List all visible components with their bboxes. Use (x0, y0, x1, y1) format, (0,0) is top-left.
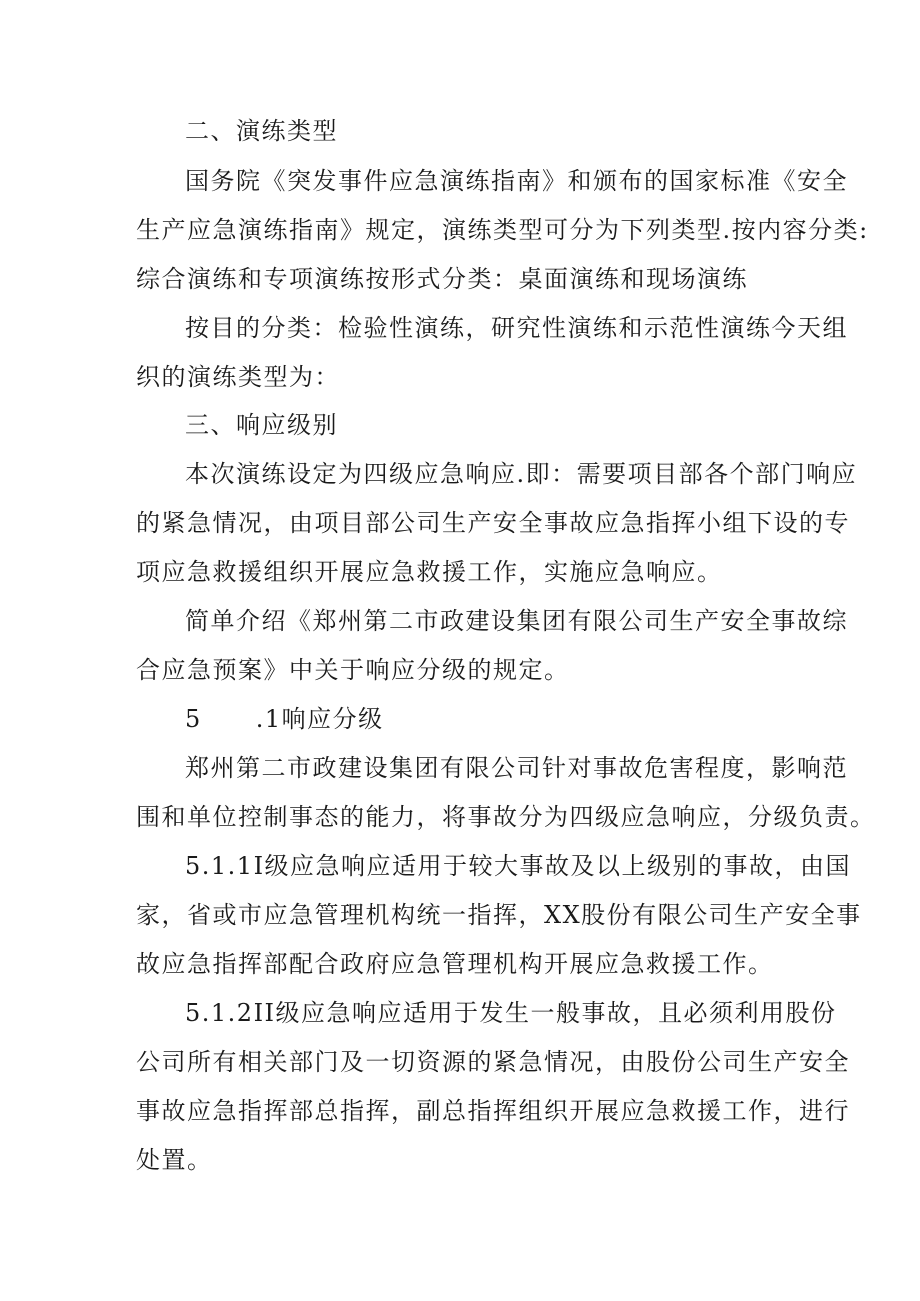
paragraph-line: 围和单位控制事态的能力，将事故分为四级应急响应，分级负责。 (136, 803, 876, 831)
paragraph-line: 生产应急演练指南》规定，演练类型可分为下列类型.按内容分类: (136, 216, 869, 244)
paragraph-line: 合应急预案》中关于响应分级的规定。 (136, 656, 570, 684)
paragraph-line: 按目的分类：检验性演练，研究性演练和示范性演练今天组 (185, 314, 848, 342)
paragraph-line: 综合演练和专项演练按形式分类：桌面演练和现场演练 (136, 265, 748, 293)
paragraph-line: 家，省或市应急管理机构统一指挥，XX股份有限公司生产安全事 (136, 901, 862, 929)
section-heading-5-1 (185, 702, 384, 736)
paragraph-line: 的紧急情况，由项目部公司生产安全事故应急指挥小组下设的专 (136, 509, 850, 537)
paragraph-line: 事故应急指挥部总指挥，副总指挥组织开展应急救援工作，进行 (136, 1097, 850, 1125)
paragraph-line: 故应急指挥部配合政府应急管理机构开展应急救援工作。 (136, 950, 774, 978)
paragraph-line: 5.1.2II级应急响应适用于发生一般事故，且必须利用股份 (185, 999, 837, 1027)
paragraph-line: 项应急救援组织开展应急救援工作，实施应急响应。 (136, 558, 723, 586)
paragraph-line: 国务院《突发事件应急演练指南》和颁布的国家标准《安全 (185, 167, 848, 195)
paragraph-line: 简单介绍《郑州第二市政建设集团有限公司生产安全事故综 (185, 607, 848, 635)
section-number: 5 (185, 705, 202, 733)
paragraph-line: 本次演练设定为四级应急响应.即：需要项目部各个部门响应 (185, 460, 858, 488)
paragraph-line: 织的演练类型为： (136, 363, 340, 391)
paragraph-line: 公司所有相关部门及一切资源的紧急情况，由股份公司生产安全 (136, 1048, 850, 1076)
section-title: .1响应分级 (255, 705, 384, 733)
paragraph-line: 处置。 (136, 1146, 213, 1174)
heading-response-levels: 三、响应级别 (185, 411, 338, 439)
heading-drill-types: 二、演练类型 (185, 117, 338, 145)
paragraph-line: 5.1.1I级应急响应适用于较大事故及以上级别的事故，由国 (185, 852, 852, 880)
paragraph-line: 郑州第二市政建设集团有限公司针对事故危害程度，影响范 (185, 754, 848, 782)
